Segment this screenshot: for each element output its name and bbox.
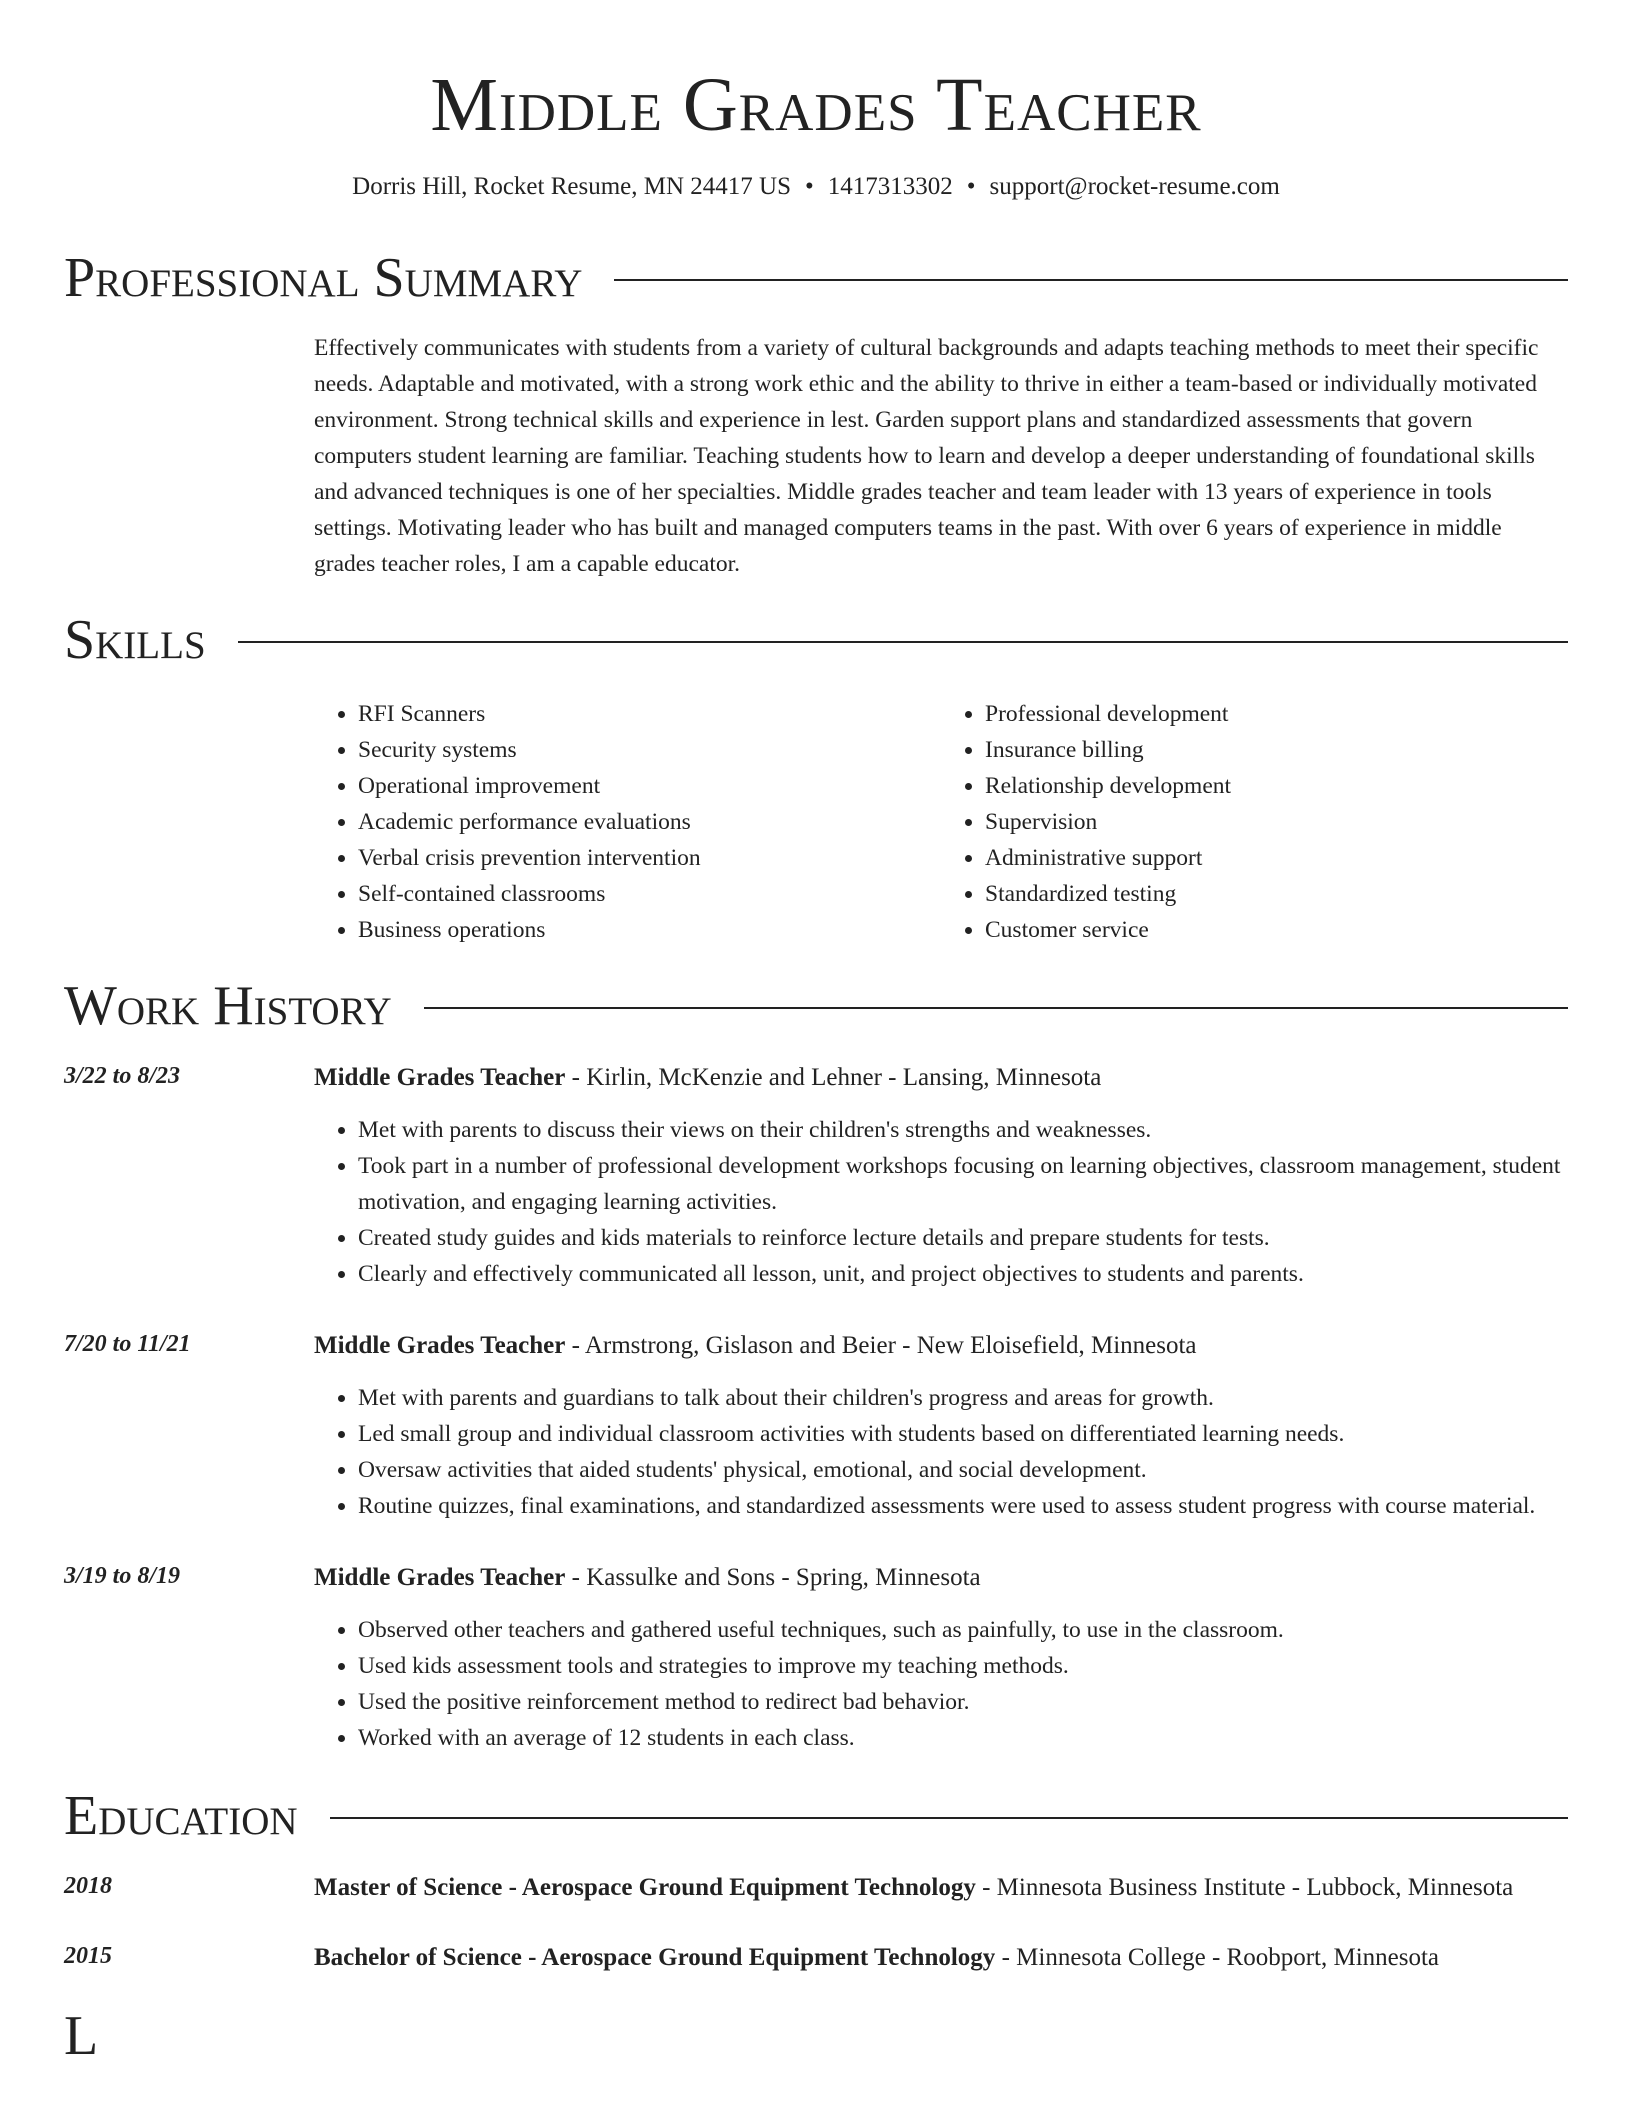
skill-item: • Business operations	[358, 912, 941, 948]
job-entry	[64, 1326, 1568, 1524]
job-bullet: • Worked with an average of 12 students in each class.	[358, 1720, 1568, 1756]
job-employer: - Kirlin, McKenzie and Lehner - Lansing, Minnesota	[565, 1064, 1102, 1091]
education-line	[314, 1938, 1568, 1978]
education-degree: Bachelor of Science - Aerospace Ground Equipment Technology	[314, 1944, 996, 1971]
skill-item: • Supervision	[985, 804, 1568, 840]
job-bullets	[314, 1612, 1568, 1756]
section-divider	[238, 641, 1568, 643]
section-divider	[424, 1007, 1568, 1009]
summary-heading: Professional Summary	[64, 247, 583, 309]
job-bullets	[314, 1380, 1568, 1524]
contact-address: Dorris Hill, Rocket Resume, MN 24417 US	[352, 173, 792, 200]
skill-item: • Operational improvement	[358, 768, 941, 804]
education-heading: Education	[64, 1785, 298, 1847]
skill-item: • Professional development	[985, 696, 1568, 732]
resume-page	[64, 0, 1568, 2066]
resume-title: Middle Grades Teacher	[430, 63, 1202, 147]
job-bullet: • Met with parents and guardians to talk about their children's progress and areas for growth.	[358, 1380, 1568, 1416]
job-title: Middle Grades Teacher	[314, 1564, 566, 1591]
skills-section-header	[64, 610, 1568, 670]
job-date: 3/19 to 8/19	[64, 1563, 181, 1589]
education-date: 2018	[64, 1873, 112, 1899]
section-divider	[330, 1817, 1568, 1819]
job-bullet: • Led small group and individual classroom activities with students based on differentiated learning needs.	[358, 1416, 1568, 1452]
education-entry	[64, 1868, 1568, 1908]
skills-list	[314, 696, 1568, 948]
job-date: 7/20 to 11/21	[64, 1331, 191, 1357]
contact-phone: 1417313302	[827, 173, 953, 200]
job-bullet: • Created study guides and kids materials to reinforce lecture details and prepare students for tests.	[358, 1220, 1568, 1256]
skill-item: • Self-contained classrooms	[358, 876, 941, 912]
next-section-heading-partial: L	[64, 2005, 99, 2067]
job-bullet: • Observed other teachers and gathered useful techniques, such as painfully, to use in the classroom.	[358, 1612, 1568, 1648]
job-employer: - Armstrong, Gislason and Beier - New Eloisefield, Minnesota	[565, 1332, 1197, 1359]
job-title: Middle Grades Teacher	[314, 1064, 566, 1091]
summary-section-header	[64, 248, 1568, 308]
job-bullet: • Took part in a number of professional development workshops focusing on learning objectives, classroom management, student motivation, and engaging learning activities.	[358, 1148, 1568, 1220]
job-bullet: • Used the positive reinforcement method to redirect bad behavior.	[358, 1684, 1568, 1720]
job-date: 3/22 to 8/23	[64, 1063, 181, 1089]
contact-email: support@rocket-resume.com	[989, 173, 1280, 200]
skill-item: • Administrative support	[985, 840, 1568, 876]
job-entry	[64, 1058, 1568, 1292]
skill-item: • Relationship development	[985, 768, 1568, 804]
job-bullet: • Clearly and effectively communicated all lesson, unit, and project objectives to students and parents.	[358, 1256, 1568, 1292]
work-section-header	[64, 976, 1568, 1036]
job-bullet: • Used kids assessment tools and strategies to improve my teaching methods.	[358, 1648, 1568, 1684]
education-line	[314, 1868, 1568, 1908]
job-entry	[64, 1558, 1568, 1756]
job-title-line	[314, 1558, 1568, 1598]
skill-item: • Security systems	[358, 732, 941, 768]
education-degree: Master of Science - Aerospace Ground Equipment Technology	[314, 1874, 976, 1901]
job-bullet: • Oversaw activities that aided students' physical, emotional, and social development.	[358, 1452, 1568, 1488]
education-school: - Minnesota Business Institute - Lubbock, Minnesota	[975, 1874, 1514, 1901]
skill-item: • Insurance billing	[985, 732, 1568, 768]
skill-item: • Customer service	[985, 912, 1568, 948]
job-employer: - Kassulke and Sons - Spring, Minnesota	[565, 1564, 981, 1591]
education-date: 2015	[64, 1943, 112, 1969]
contact-separator: •	[966, 173, 976, 200]
job-bullets	[314, 1112, 1568, 1292]
skills-column-left	[314, 696, 941, 948]
education-entry	[64, 1938, 1568, 1978]
summary-text: Effectively communicates with students from a variety of cultural backgrounds and adapts teaching methods to meet their specific needs. Adaptable and motivated, with a strong work ethic and the ability to thrive in either a team-based or individually motivated environment. Strong technical skills and experience in lest. Garden support plans and standardized assessments that govern computers student learning are familiar. Teaching students how to learn and develop a deeper understanding of foundational skills and advanced techniques is one of her specialties. Middle grades teacher and team leader with 13 years of experience in tools settings. Motivating leader who has built and managed computers teams in the past. With over 6 years of experience in middle grades teacher roles, I am a capable educator.	[314, 335, 1539, 577]
section-divider	[614, 279, 1568, 281]
work-heading: Work History	[64, 975, 392, 1037]
skill-item: • Standardized testing	[985, 876, 1568, 912]
skill-item: • Verbal crisis prevention intervention	[358, 840, 941, 876]
contact-line	[64, 172, 1568, 202]
education-section-header	[64, 1786, 1568, 1846]
skill-item: • RFI Scanners	[358, 696, 941, 732]
skills-heading: Skills	[64, 609, 206, 671]
job-bullet: • Routine quizzes, final examinations, and standardized assessments were used to assess student progress with course material.	[358, 1488, 1568, 1524]
contact-separator: •	[805, 173, 814, 200]
skills-column-right	[941, 696, 1568, 948]
job-title-line	[314, 1058, 1568, 1098]
education-school: - Minnesota College - Roobport, Minnesota	[995, 1944, 1440, 1971]
skill-item: • Academic performance evaluations	[358, 804, 941, 840]
job-title: Middle Grades Teacher	[314, 1332, 566, 1359]
job-title-line	[314, 1326, 1568, 1366]
job-bullet: • Met with parents to discuss their views on their children's strengths and weaknesses.	[358, 1112, 1568, 1148]
